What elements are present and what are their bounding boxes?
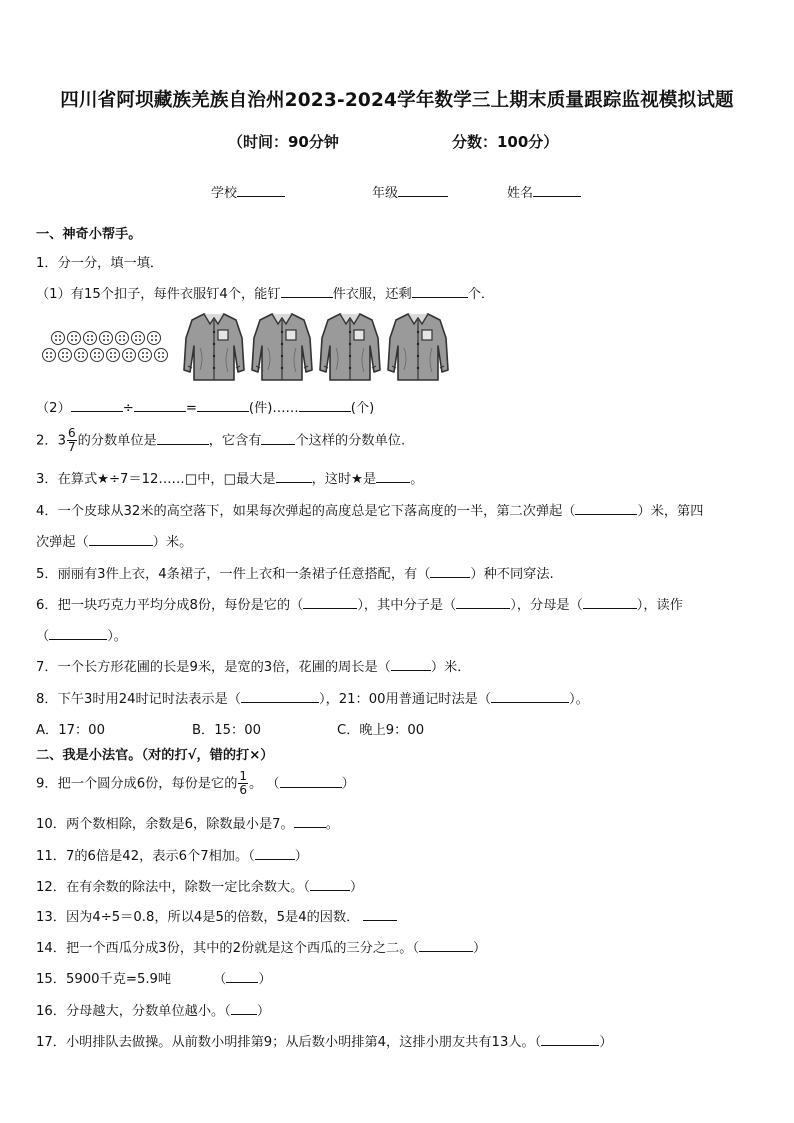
- answer-blank[interactable]: [255, 845, 295, 860]
- shirt-icon: [180, 308, 248, 384]
- grade-blank[interactable]: [398, 182, 448, 197]
- answer-blank[interactable]: [575, 500, 637, 515]
- name-field[interactable]: [507, 182, 581, 201]
- question-1-part-2: （2） ÷ = (件)…… (个): [36, 397, 374, 416]
- answer-blank[interactable]: [197, 397, 249, 412]
- answer-blank[interactable]: [71, 397, 123, 412]
- button-icon: [42, 348, 56, 362]
- question-13: 13．因为4÷5＝0.8，所以4是5的倍数，5是4的因数．: [36, 906, 397, 925]
- question-12: 12．在有余数的除法中，除数一定比余数大。（ ）: [36, 876, 363, 895]
- option-b[interactable]: B．15：00: [192, 723, 261, 738]
- fraction: $\frac{6}{7}$: [67, 426, 76, 454]
- button-icon: [90, 348, 104, 362]
- question-8: 8．下午3时用24时记时法表示是（ ），21：00用普通记时法是（ ）。: [36, 688, 589, 707]
- button-icon: [154, 348, 168, 362]
- answer-blank[interactable]: [412, 283, 468, 298]
- answer-blank[interactable]: [299, 397, 351, 412]
- button-icon: [147, 331, 161, 345]
- question-1-part-1: （1）有15个扣子，每件衣服钉4个，能钉 件衣服，还剩 个．: [36, 283, 494, 302]
- answer-blank[interactable]: [491, 688, 569, 703]
- answer-blank[interactable]: [276, 468, 312, 483]
- question-4-line-1: 4．一个皮球从32米的高空落下，如果每次弹起的高度总是它下落高度的一半，第二次弹起（ ）米，第四: [36, 500, 703, 519]
- answer-blank[interactable]: [541, 1031, 599, 1046]
- question-3: 3．在算式★÷7＝12……□中，□最大是 ，这时★是 。: [36, 468, 423, 487]
- school-blank[interactable]: [237, 182, 285, 197]
- option-c[interactable]: C．晚上9：00: [337, 723, 425, 738]
- question-9: 9．把一个圆分成6份，每份是它的 $\frac{1}{6}$ 。 （ ）: [36, 769, 355, 797]
- school-field[interactable]: [211, 182, 285, 201]
- answer-blank[interactable]: [303, 594, 357, 609]
- question-5: 5．丽丽有3件上衣，4条裙子，一件上衣和一条裙子任意搭配，有（ ）种不同穿法.: [36, 563, 554, 582]
- answer-blank[interactable]: [157, 430, 209, 445]
- answer-blank[interactable]: [49, 625, 107, 640]
- answer-blank[interactable]: [134, 397, 186, 412]
- exam-score: 分数：100分）: [452, 133, 559, 151]
- answer-blank[interactable]: [363, 906, 397, 921]
- fraction: $\frac{1}{6}$: [239, 769, 248, 797]
- section-2-title: 二、我是小法官。（对的打√，错的打×）: [36, 748, 274, 763]
- answer-blank[interactable]: [294, 813, 326, 828]
- answer-blank[interactable]: [419, 937, 473, 952]
- answer-blank[interactable]: [310, 876, 350, 891]
- answer-blank[interactable]: [456, 594, 510, 609]
- answer-blank[interactable]: [280, 773, 342, 788]
- name-blank[interactable]: [533, 182, 581, 197]
- grade-label: 年级: [372, 186, 399, 201]
- answer-blank[interactable]: [583, 594, 637, 609]
- button-icon: [115, 331, 129, 345]
- button-icon: [99, 331, 113, 345]
- answer-blank[interactable]: [89, 531, 153, 546]
- button-icon: [106, 348, 120, 362]
- question-1: 1．分一分，填一填．: [36, 256, 164, 271]
- question-14: 14．把一个西瓜分成3份，其中的2份就是这个西瓜的三分之二。（ ）: [36, 937, 486, 956]
- grade-field[interactable]: [372, 182, 448, 201]
- section-1-title: 一、神奇小帮手。: [36, 227, 142, 242]
- question-7: 7．一个长方形花圃的长是9米，是宽的3倍，花圃的周长是（ ）米．: [36, 656, 470, 675]
- button-icon: [67, 331, 81, 345]
- button-icon: [74, 348, 88, 362]
- button-icon: [122, 348, 136, 362]
- button-icon: [131, 331, 145, 345]
- option-a[interactable]: A．17：00: [36, 723, 105, 738]
- answer-blank[interactable]: [376, 468, 410, 483]
- shirt-icon: [248, 308, 316, 384]
- answer-blank[interactable]: [391, 656, 431, 671]
- answer-blank[interactable]: [281, 283, 333, 298]
- school-label: 学校: [211, 186, 238, 201]
- shirt-icon: [316, 308, 384, 384]
- question-16: 16．分母越大，分数单位越小。（ ）: [36, 1000, 270, 1019]
- question-15: 15．5900千克=5.9吨 （ ）: [36, 968, 272, 987]
- button-icon: [51, 331, 65, 345]
- question-11: 11．7的6倍是42，表示6个7相加。（ ）: [36, 845, 308, 864]
- answer-blank[interactable]: [241, 688, 319, 703]
- answer-blank[interactable]: [226, 968, 258, 983]
- button-icon: [83, 331, 97, 345]
- name-label: 姓名: [507, 186, 534, 201]
- page-title: 四川省阿坝藏族羌族自治州2023-2024学年数学三上期末质量跟踪监视模拟试题: [60, 90, 734, 111]
- answer-blank[interactable]: [261, 430, 295, 445]
- question-6-line-2: （ ）。: [36, 625, 127, 644]
- question-4-line-2: 次弹起（ ）米。: [36, 531, 192, 550]
- question-10: 10．两个数相除，余数是6，除数最小是7。 。: [36, 813, 339, 832]
- exam-time: （时间：90分钟: [228, 133, 339, 151]
- answer-blank[interactable]: [231, 1000, 257, 1015]
- shirt-icon: [384, 308, 452, 384]
- question-6-line-1: 6．把一块巧克力平均分成8份，每份是它的（ ），其中分子是（ ），分母是（ ），读作: [36, 594, 683, 613]
- question-17: 17．小明排队去做操。从前数小明排第9；从后数小明排第4，这排小朋友共有13人。（ ）: [36, 1031, 613, 1050]
- button-icon: [138, 348, 152, 362]
- question-2: 2．3 $\frac{6}{7}$ 的分数单位是 ，它含有 个这样的分数单位.: [36, 426, 406, 454]
- answer-blank[interactable]: [430, 563, 470, 578]
- button-icon: [58, 348, 72, 362]
